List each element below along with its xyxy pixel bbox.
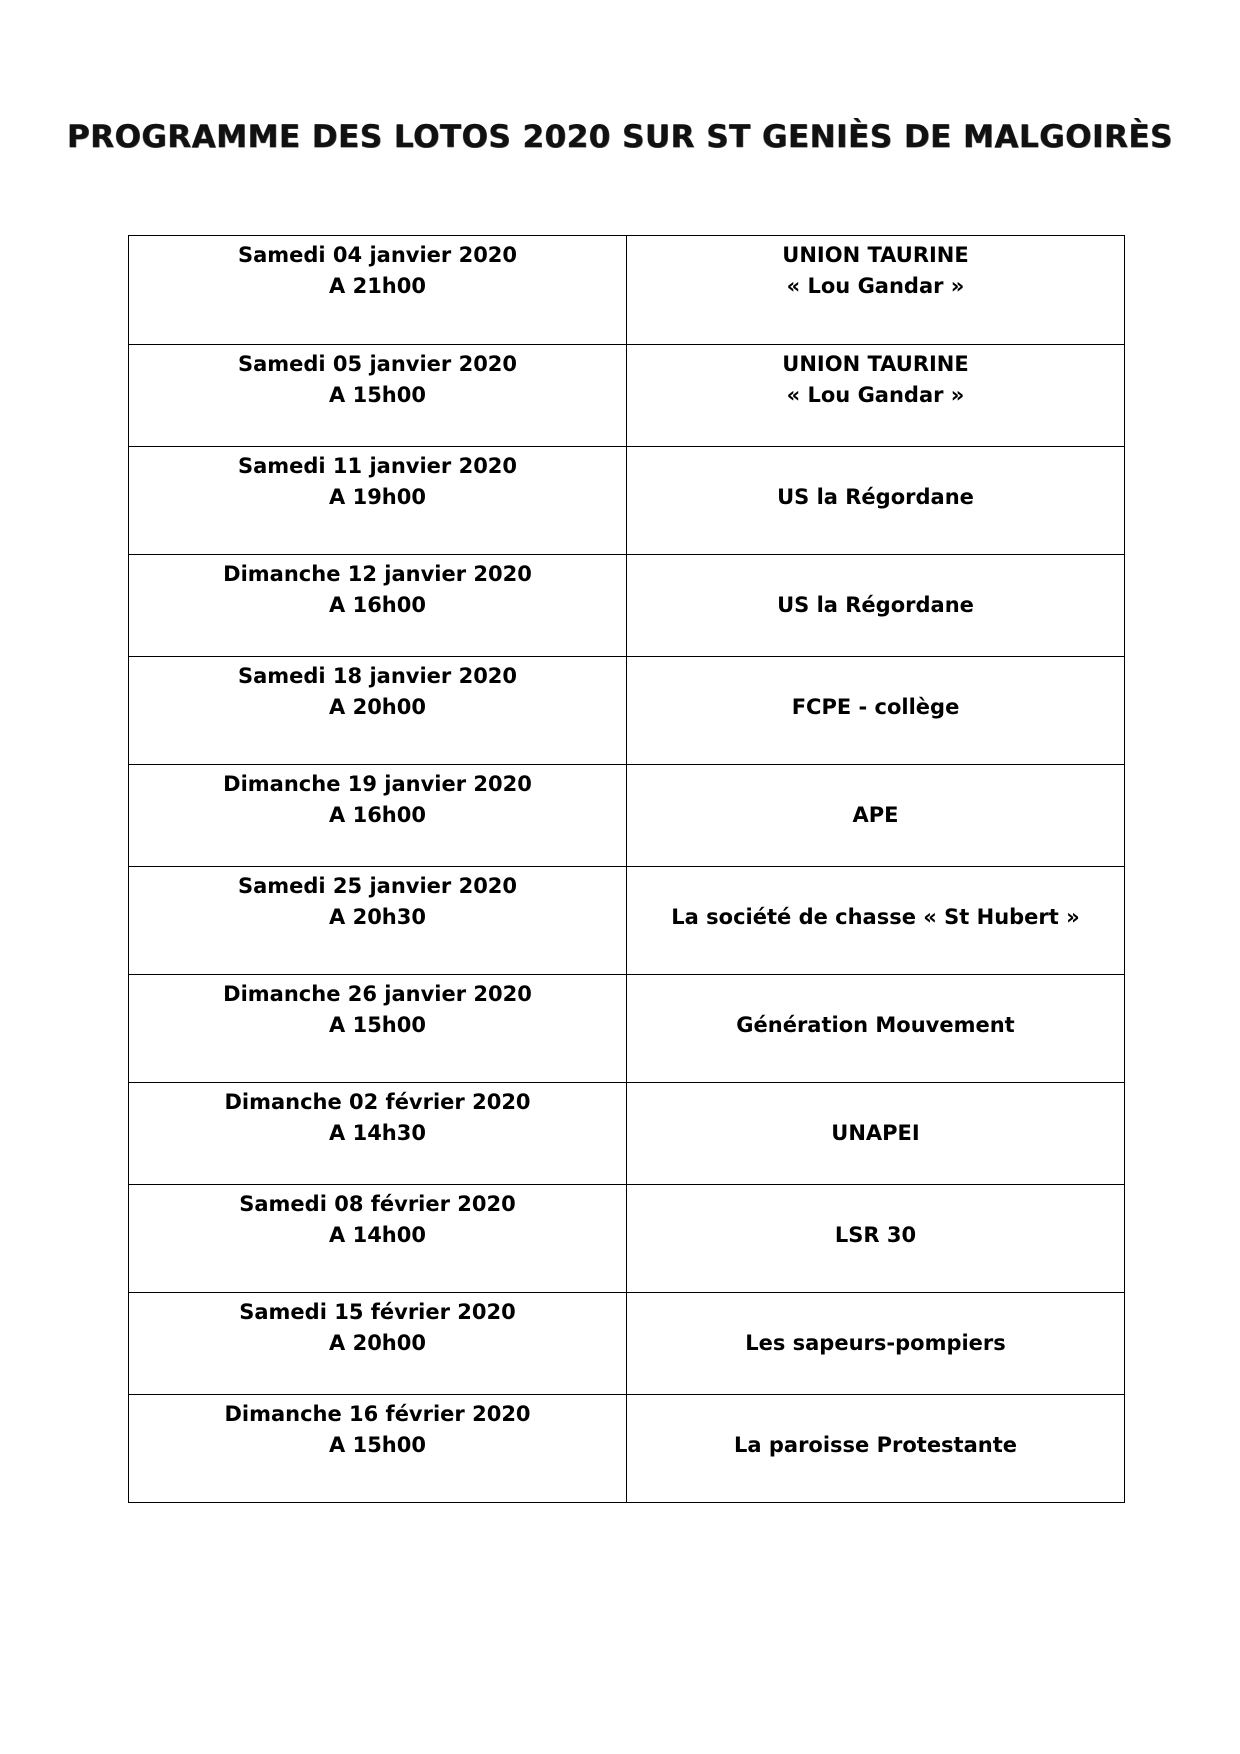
table-row xyxy=(129,345,1125,447)
event-time: A 16h00 xyxy=(329,803,426,827)
event-time: A 20h30 xyxy=(329,905,426,929)
organizer-name: Génération Mouvement xyxy=(736,1013,1015,1037)
date-cell xyxy=(129,1083,627,1185)
table-row xyxy=(129,1083,1125,1185)
date-cell xyxy=(129,1395,627,1503)
event-date: Dimanche 16 février 2020 xyxy=(224,1402,531,1426)
event-date: Samedi 08 février 2020 xyxy=(239,1192,516,1216)
event-date: Dimanche 19 janvier 2020 xyxy=(223,772,532,796)
event-date: Dimanche 26 janvier 2020 xyxy=(223,982,532,1006)
organizer-cell xyxy=(627,447,1125,555)
date-cell xyxy=(129,657,627,765)
organizer-name: UNION TAURINE xyxy=(782,243,969,267)
event-time: A 15h00 xyxy=(329,1013,426,1037)
date-cell xyxy=(129,1185,627,1293)
date-cell xyxy=(129,1293,627,1395)
table-row xyxy=(129,975,1125,1083)
loto-schedule-table xyxy=(128,235,1125,1503)
date-cell xyxy=(129,867,627,975)
date-cell xyxy=(129,975,627,1083)
table-row xyxy=(129,765,1125,867)
event-date: Samedi 25 janvier 2020 xyxy=(237,874,518,898)
organizer-name: US la Régordane xyxy=(777,593,974,617)
event-time: A 14h00 xyxy=(329,1223,426,1247)
organizer-cell xyxy=(627,1185,1125,1293)
event-date: Samedi 11 janvier 2020 xyxy=(237,454,518,478)
event-date: Dimanche 02 février 2020 xyxy=(224,1090,531,1114)
event-time: A 15h00 xyxy=(329,1433,426,1457)
organizer-cell xyxy=(627,657,1125,765)
table-row xyxy=(129,236,1125,345)
organizer-name: US la Régordane xyxy=(777,485,974,509)
table-row xyxy=(129,555,1125,657)
date-cell xyxy=(129,765,627,867)
organizer-cell xyxy=(627,236,1125,345)
table-row xyxy=(129,657,1125,765)
organizer-cell xyxy=(627,765,1125,867)
table-row xyxy=(129,1293,1125,1395)
date-cell xyxy=(129,236,627,345)
organizer-cell xyxy=(627,1083,1125,1185)
organizer-cell xyxy=(627,1293,1125,1395)
page-title: PROGRAMME DES LOTOS 2020 SUR ST GENIÈS DE MALGOIRÈS xyxy=(67,119,1173,155)
organizer-name: La société de chasse « St Hubert » xyxy=(671,905,1080,929)
organizer-subtitle: « Lou Gandar » xyxy=(786,274,965,298)
organizer-cell xyxy=(627,1395,1125,1503)
event-time: A 14h30 xyxy=(329,1121,426,1145)
organizer-name: La paroisse Protestante xyxy=(734,1433,1017,1457)
organizer-name: Les sapeurs-pompiers xyxy=(745,1331,1006,1355)
table-row xyxy=(129,1395,1125,1503)
organizer-subtitle: « Lou Gandar » xyxy=(786,383,965,407)
organizer-cell xyxy=(627,345,1125,447)
organizer-cell xyxy=(627,975,1125,1083)
event-time: A 21h00 xyxy=(329,274,426,298)
event-time: A 16h00 xyxy=(329,593,426,617)
organizer-name: UNAPEI xyxy=(831,1121,920,1145)
event-time: A 20h00 xyxy=(329,1331,426,1355)
event-date: Samedi 18 janvier 2020 xyxy=(237,664,518,688)
event-time: A 15h00 xyxy=(329,383,426,407)
event-date: Samedi 15 février 2020 xyxy=(239,1300,516,1324)
table-row xyxy=(129,867,1125,975)
event-date: Samedi 04 janvier 2020 xyxy=(237,243,518,267)
organizer-name: FCPE - collège xyxy=(791,695,960,719)
organizer-name: APE xyxy=(852,803,899,827)
event-date: Samedi 05 janvier 2020 xyxy=(237,352,518,376)
date-cell xyxy=(129,345,627,447)
event-time: A 20h00 xyxy=(329,695,426,719)
table-row xyxy=(129,447,1125,555)
organizer-cell xyxy=(627,555,1125,657)
event-date: Dimanche 12 janvier 2020 xyxy=(223,562,532,586)
organizer-name: LSR 30 xyxy=(834,1223,917,1247)
date-cell xyxy=(129,555,627,657)
event-time: A 19h00 xyxy=(329,485,426,509)
organizer-cell xyxy=(627,867,1125,975)
table-row xyxy=(129,1185,1125,1293)
date-cell xyxy=(129,447,627,555)
organizer-name: UNION TAURINE xyxy=(782,352,969,376)
